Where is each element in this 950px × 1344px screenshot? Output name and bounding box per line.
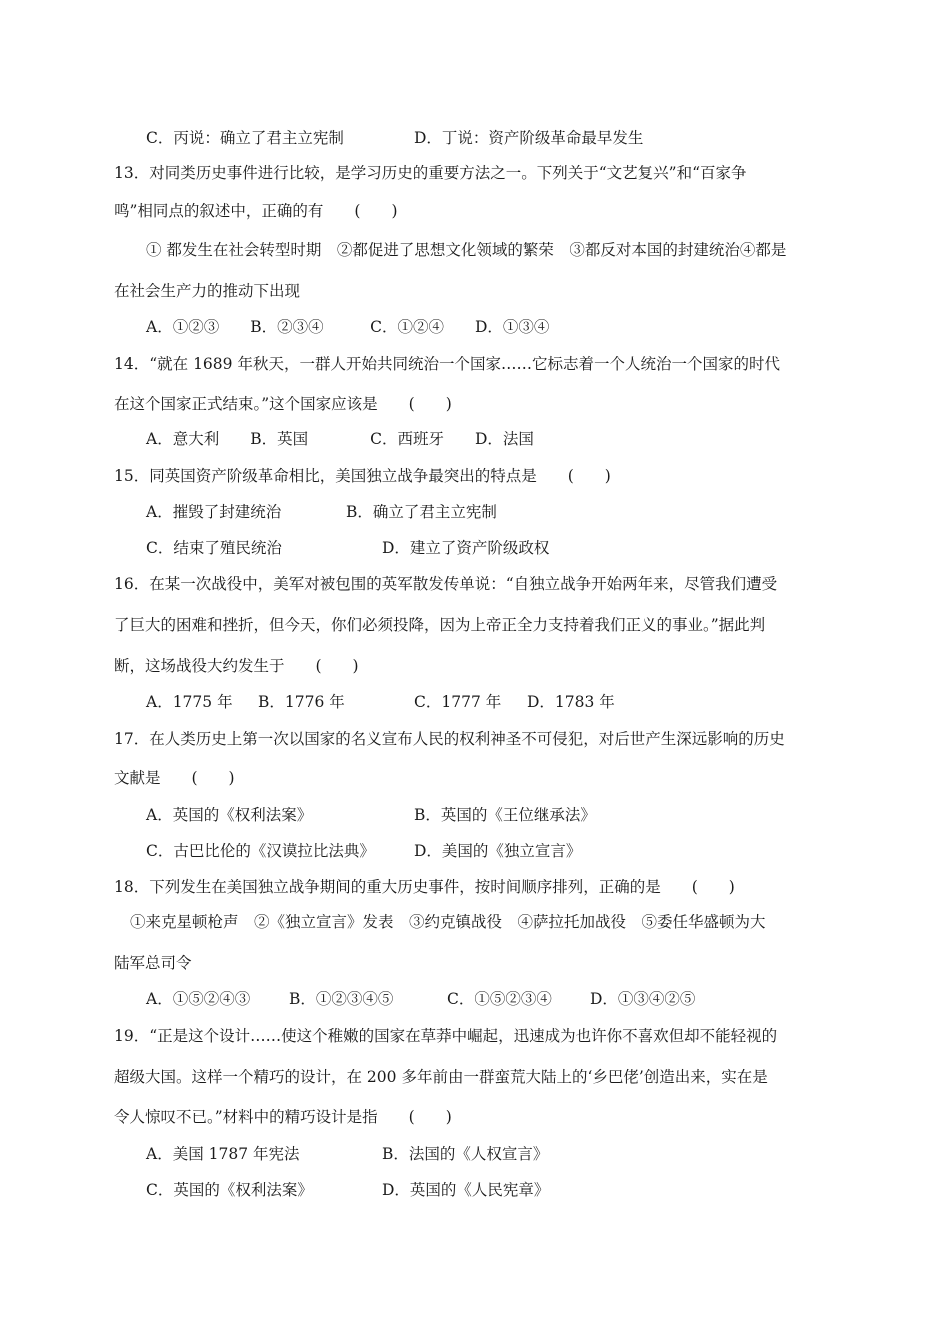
q17-stem-line-2: 文献是 ( ) — [114, 769, 235, 787]
q15-option-b: B．确立了君主立宪制 — [346, 503, 497, 521]
q19-option-c: C．英国的《权利法案》 — [146, 1181, 313, 1199]
q19-stem-line-3: 令人惊叹不已。”材料中的精巧设计是指 ( ) — [114, 1108, 452, 1126]
q14-options: A．意大利 B．英国 C．西班牙 D．法国 — [146, 430, 534, 448]
q18-option-b: B．①②③④⑤ — [289, 990, 394, 1008]
q13-items-line-1: ① 都发生在社会转型时期 ②都促进了思想文化领域的繁荣 ③都反对本国的封建统治④都是 — [146, 241, 787, 259]
q13-stem-line-1: 13．对同类历史事件进行比较，是学习历史的重要方法之一。下列关于“文艺复兴”和“百家争 — [114, 164, 747, 182]
q16-option-c: C．1777 年 — [414, 693, 502, 711]
q17-option-a: A．英国的《权利法案》 — [146, 806, 313, 824]
q16-stem-line-1: 16．在某一次战役中，美军对被包围的英军散发传单说：“自独立战争开始两年来，尽管我们遭受 — [114, 575, 778, 593]
q19-option-d: D．英国的《人民宪章》 — [382, 1181, 550, 1199]
q16-option-d: D．1783 年 — [527, 693, 615, 711]
q12-option-d: D．丁说：资产阶级革命最早发生 — [414, 129, 644, 147]
q18-option-a: A．①⑤②④③ — [146, 990, 251, 1008]
q19-stem-line-2: 超级大国。这样一个精巧的设计，在 200 多年前由一群蛮荒大陆上的‘乡巴佬’创造出来，实在是 — [114, 1068, 768, 1086]
q19-option-a: A．美国 1787 年宪法 — [146, 1145, 300, 1163]
q18-stem: 18．下列发生在美国独立战争期间的重大历史事件，按时间顺序排列，正确的是 ( ) — [114, 878, 735, 896]
q17-option-d: D．美国的《独立宣言》 — [414, 842, 582, 860]
q15-stem: 15．同英国资产阶级革命相比，美国独立战争最突出的特点是 ( ) — [114, 467, 611, 485]
q14-stem-line-1: 14．“就在 1689 年秋天，一群人开始共同统治一个国家……它标志着一个人统治一个国家的时代 — [114, 355, 780, 373]
q16-option-b: B．1776 年 — [258, 693, 345, 711]
q19-stem-line-1: 19．“正是这个设计……使这个稚嫩的国家在草莽中崛起，迅速成为也许你不喜欢但却不能轻视的 — [114, 1027, 778, 1045]
q18-option-c: C．①⑤②③④ — [447, 990, 552, 1008]
q14-stem-line-2: 在这个国家正式结束。”这个国家应该是 ( ) — [114, 395, 452, 413]
q15-option-c: C．结束了殖民统治 — [146, 539, 282, 557]
q19-option-b: B．法国的《人权宣言》 — [382, 1145, 549, 1163]
q16-option-a: A．1775 年 — [146, 693, 233, 711]
q13-stem-line-2: 鸣”相同点的叙述中，正确的有 ( ) — [114, 202, 398, 220]
q17-stem-line-1: 17．在人类历史上第一次以国家的名义宣布人民的权利神圣不可侵犯，对后世产生深远影响的历史 — [114, 730, 785, 748]
q15-option-a: A．摧毁了封建统治 — [146, 503, 282, 521]
q13-items-line-2: 在社会生产力的推动下出现 — [114, 282, 301, 300]
q12-option-c: C．丙说：确立了君主立宪制 — [146, 129, 344, 147]
q16-stem-line-3: 断，这场战役大约发生于 ( ) — [114, 657, 359, 675]
q16-stem-line-2: 了巨大的困难和挫折，但今天，你们必须投降，因为上帝正全力支持着我们正义的事业。”据此判 — [114, 616, 766, 634]
q17-option-b: B．英国的《王位继承法》 — [414, 806, 596, 824]
q17-option-c: C．古巴比伦的《汉谟拉比法典》 — [146, 842, 375, 860]
q18-option-d: D．①③④②⑤ — [590, 990, 696, 1008]
q13-options: A．①②③ B．②③④ C．①②④ D．①③④ — [146, 318, 550, 336]
q15-option-d: D．建立了资产阶级政权 — [382, 539, 550, 557]
q18-items-line-2: 陆军总司令 — [114, 954, 192, 972]
q18-items-line-1: ①来克星顿枪声 ②《独立宣言》发表 ③约克镇战役 ④萨拉托加战役 ⑤委任华盛顿为大 — [130, 913, 766, 931]
